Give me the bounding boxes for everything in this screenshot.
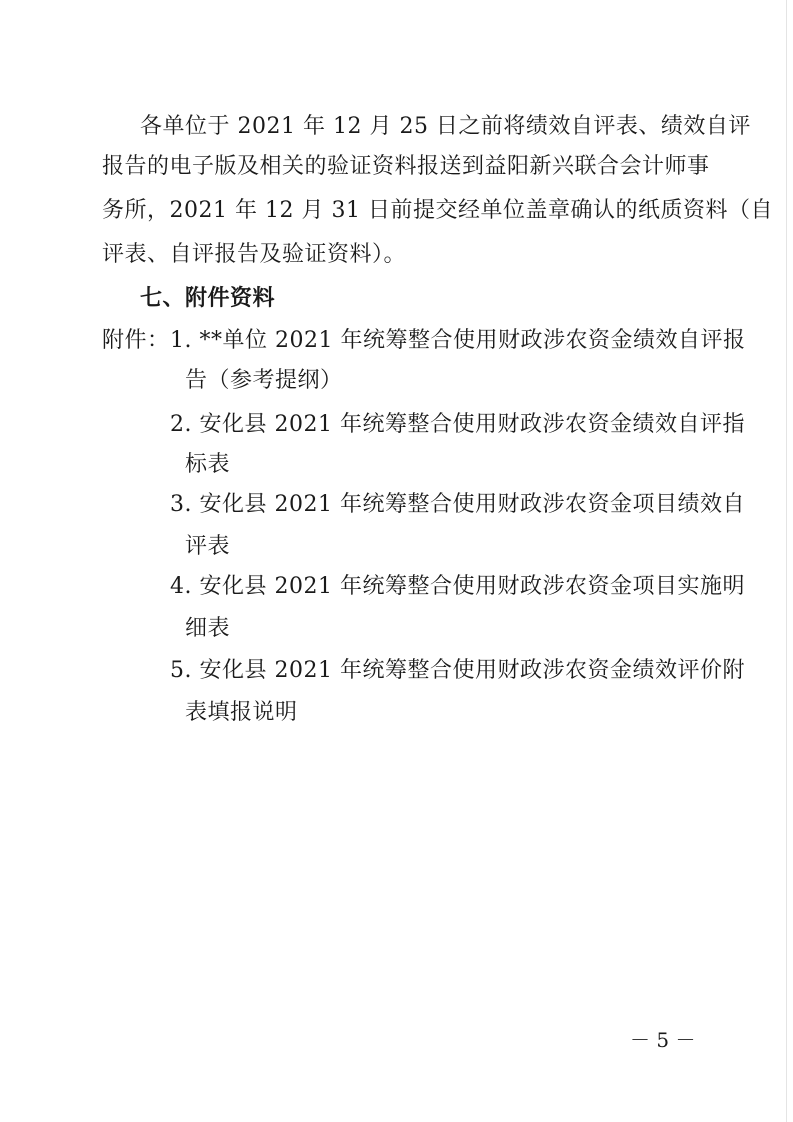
- paragraph-line-1: 各单位于 2021 年 12 月 25 日之前将绩效自评表、绩效自评: [140, 114, 751, 139]
- paragraph-line-4: 评表、自评报告及验证资料）。: [102, 242, 407, 267]
- attachment-item-2: 2. 安化县 2021 年统筹整合使用财政涉农资金绩效自评指: [170, 412, 745, 437]
- attachment-item-1: 1. **单位 2021 年统筹整合使用财政涉农资金绩效自评报: [170, 328, 746, 353]
- attachment-item-2-cont: 标表: [185, 452, 231, 477]
- paragraph-line-3: 务所，2021 年 12 月 31 日前提交经单位盖章确认的纸质资料（自: [102, 198, 773, 223]
- attachment-item-4-cont: 细表: [185, 616, 231, 641]
- attachment-item-1-cont: 告（参考提纲）: [185, 368, 343, 393]
- attachment-item-4: 4. 安化县 2021 年统筹整合使用财政涉农资金项目实施明: [170, 574, 745, 599]
- attachment-item-5-cont: 表填报说明: [185, 700, 298, 725]
- attachment-item-5: 5. 安化县 2021 年统筹整合使用财政涉农资金绩效评价附: [170, 658, 745, 683]
- attachment-item-3-cont: 评表: [185, 534, 231, 559]
- attachment-item-3: 3. 安化县 2021 年统筹整合使用财政涉农资金项目绩效自: [170, 492, 745, 517]
- section-heading: 七、附件资料: [140, 286, 276, 311]
- page-number: － 5 －: [630, 1028, 696, 1052]
- scan-edge-line: [786, 0, 787, 1122]
- paragraph-line-2: 报告的电子版及相关的验证资料报送到益阳新兴联合会计师事: [102, 154, 710, 179]
- attachments-label: 附件：: [102, 328, 170, 353]
